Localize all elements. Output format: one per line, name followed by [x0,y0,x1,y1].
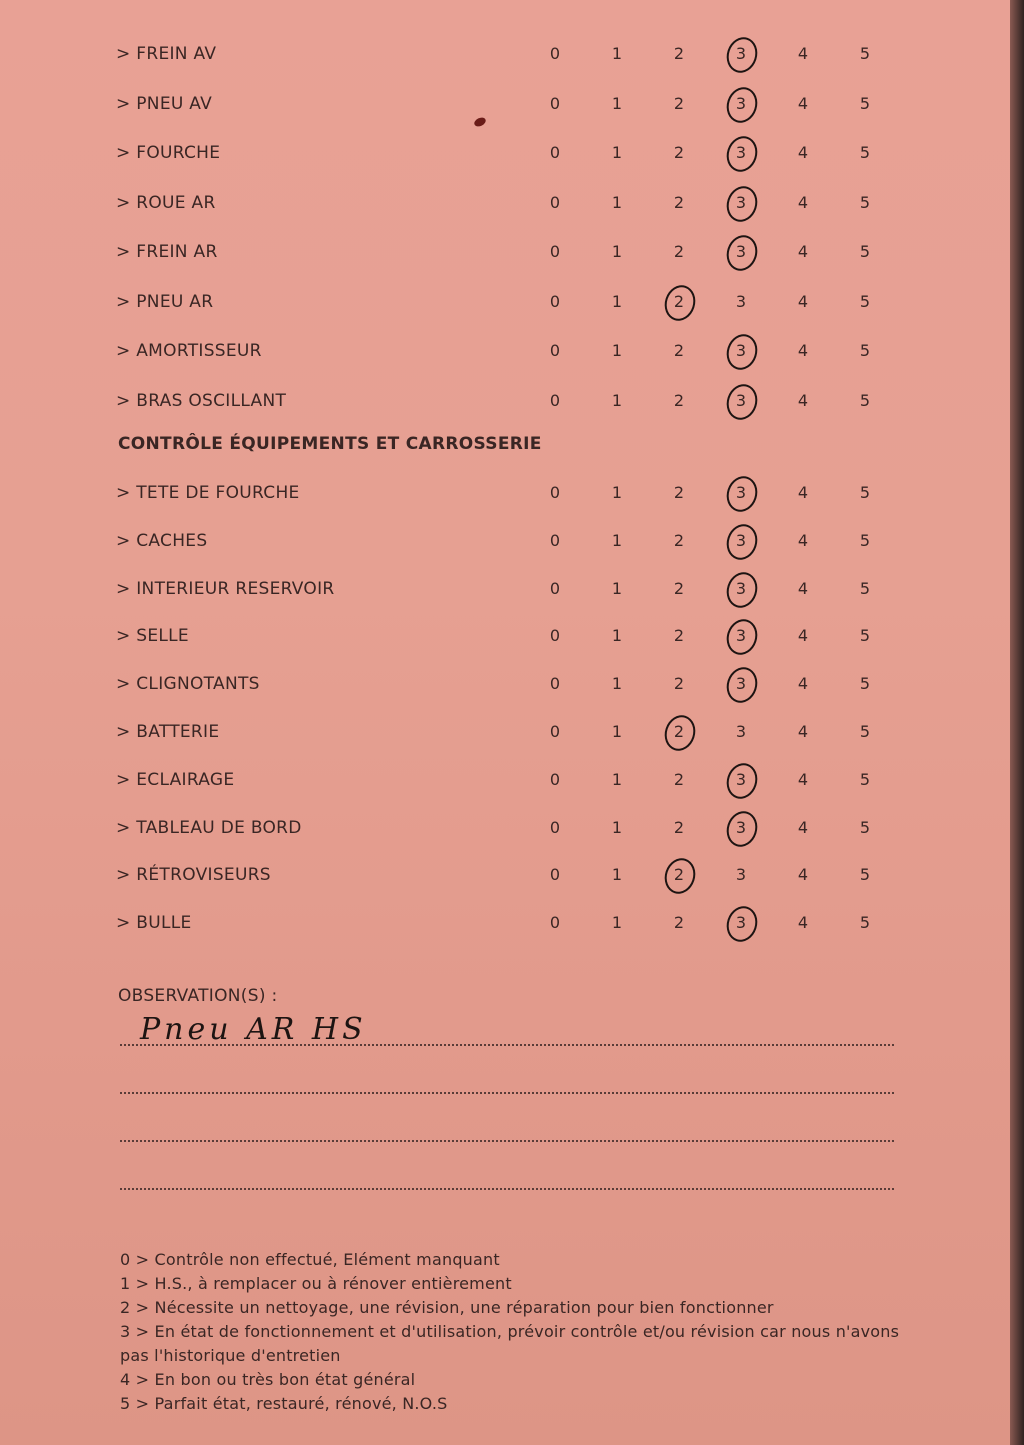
checklist-row [0,816,1012,856]
observation-line-1 [120,1044,894,1046]
observation-line-4 [120,1188,894,1190]
checklist-row [0,240,1012,280]
score-selected: 2 [664,290,694,314]
score-option: 5 [859,44,871,63]
score-option: 1 [611,865,623,885]
score-option: 1 [611,578,623,598]
score-option: 5 [859,390,871,410]
checklist-row [0,863,1012,903]
score-option: 1 [611,483,623,502]
score-option: 0 [549,192,561,212]
checklist-item-label: > FREIN AV [116,44,217,64]
score-option: 5 [859,769,871,789]
score-option: 5 [859,143,871,162]
score-option: 5 [859,93,871,113]
legend-item-5: 5 > Parfait état, restauré, rénové, N.O.S [120,1394,448,1413]
score-option: 2 [673,530,685,550]
score-option: 1 [611,722,623,741]
score-selected: 3 [726,624,756,648]
score-option: 5 [859,817,871,837]
score-selected: 3 [726,816,756,840]
score-option: 4 [797,530,809,550]
score-selected: 3 [726,911,756,935]
checklist-row [0,481,1012,521]
score-option: 0 [549,722,561,741]
score-option: 4 [797,674,809,694]
score-option: 4 [797,93,809,113]
score-option: 0 [549,93,561,113]
score-option: 4 [797,626,809,646]
checklist-item-label: > BATTERIE [116,722,220,742]
observation-line-2 [120,1092,894,1094]
score-option: 4 [797,483,809,502]
score-option: 5 [859,722,871,741]
table-surface [1010,0,1024,1445]
score-selected: 3 [726,339,756,363]
score-option: 4 [797,143,809,162]
score-option: 2 [673,817,685,837]
score-option: 1 [611,817,623,837]
checklist-row [0,911,1012,951]
observation-handwritten: Pneu AR HS [140,1012,367,1047]
score-option: 2 [673,483,685,502]
score-option: 1 [611,242,623,261]
checklist-row [0,529,1012,569]
score-option: 5 [859,674,871,694]
checklist-row [0,720,1012,760]
score-option: 2 [673,341,685,360]
score-option: 2 [673,769,685,789]
score-option: 4 [797,913,809,933]
checklist-item-label: > AMORTISSEUR [116,341,262,361]
score-option: 2 [673,242,685,261]
score-option: 1 [611,44,623,63]
checklist-row [0,672,1012,712]
score-option: 0 [549,530,561,550]
checklist-item-label: > SELLE [116,626,189,647]
checklist-row [0,624,1012,664]
score-option: 4 [797,390,809,410]
score-option: 0 [549,674,561,694]
score-option: 5 [859,626,871,646]
checklist-item-label: > BRAS OSCILLANT [116,390,287,411]
checklist-item-label: > INTERIEUR RESERVOIR [116,578,335,599]
score-option: 4 [797,865,809,885]
score-option: 1 [611,674,623,694]
rating-legend [120,1248,905,1416]
checklist-item-label: > PNEU AR [116,291,214,312]
score-option: 5 [859,865,871,885]
score-option: 5 [859,291,871,311]
score-option: 0 [549,865,561,885]
score-option: 0 [549,242,561,261]
score-option: 5 [859,341,871,360]
score-selected: 3 [726,768,756,792]
checklist-item-label: > ROUE AR [116,192,216,213]
score-option: 0 [549,817,561,837]
score-option: 1 [611,530,623,550]
score-option: 4 [797,242,809,261]
checklist-item-label: > CACHES [116,530,208,551]
section-title: CONTRÔLE ÉQUIPEMENTS ET CARROSSERIE [118,434,542,454]
score-option: 0 [549,913,561,933]
score-option: 4 [797,44,809,63]
score-option: 4 [797,291,809,311]
score-selected: 2 [664,863,694,887]
score-option: 2 [673,143,685,162]
score-option: 0 [549,769,561,789]
score-option: 0 [549,44,561,63]
score-option: 4 [797,341,809,360]
score-option: 2 [673,93,685,113]
score-option: 1 [611,192,623,212]
score-selected: 3 [726,191,756,215]
score-selected: 3 [726,42,756,66]
score-option: 1 [611,913,623,933]
score-option: 4 [797,578,809,598]
checklist-item-label: > TABLEAU DE BORD [116,817,302,838]
score-selected: 3 [726,141,756,165]
score-option: 2 [673,913,685,933]
score-selected: 3 [726,529,756,553]
score-option: 0 [549,143,561,162]
checklist-item-label: > RÉTROVISEURS [116,865,271,886]
checklist-item-label: > PNEU AV [116,93,213,114]
score-option: 0 [549,390,561,410]
checklist-item-label: > FREIN AR [116,242,218,262]
checklist-item-label: > ECLAIRAGE [116,769,235,790]
score-option: 5 [859,483,871,502]
score-selected: 3 [726,92,756,116]
legend-item-1: 1 > H.S., à remplacer ou à rénover entièrement [120,1274,512,1293]
score-option: 2 [673,626,685,646]
score-option: 5 [859,242,871,261]
checklist-row [0,339,1012,379]
score-option: 3 [735,865,747,885]
score-option: 4 [797,769,809,789]
score-selected: 3 [726,389,756,413]
checklist-row [0,191,1012,231]
checklist-row [0,389,1012,429]
score-option: 1 [611,93,623,113]
checklist-row [0,42,1012,82]
legend-item-4: 4 > En bon ou très bon état général [120,1370,416,1389]
score-option: 0 [549,578,561,598]
score-selected: 3 [726,577,756,601]
observation-line-3 [120,1140,894,1142]
legend-item-2: 2 > Nécessite un nettoyage, une révision, une réparation pour bien fonctionner [120,1298,774,1317]
checklist-item-label: > TETE DE FOURCHE [116,483,300,503]
score-option: 2 [673,578,685,598]
score-selected: 3 [726,481,756,505]
score-option: 5 [859,192,871,212]
legend-item-0: 0 > Contrôle non effectué, Elément manquant [120,1250,500,1269]
score-option: 2 [673,674,685,694]
score-option: 4 [797,817,809,837]
legend-item-3: 3 > En état de fonctionnement et d'utilisation, prévoir contrôle et/ou révision car nous n'avons pas l'historique d'entretien [120,1322,905,1365]
score-selected: 3 [726,240,756,264]
checklist-item-label: > FOURCHE [116,143,221,163]
checklist-row [0,290,1012,330]
checklist-row [0,577,1012,617]
score-option: 5 [859,578,871,598]
score-option: 4 [797,722,809,741]
observations-label: OBSERVATION(S) : [118,986,278,1006]
score-option: 0 [549,341,561,360]
score-option: 1 [611,390,623,410]
checklist-item-label: > CLIGNOTANTS [116,674,260,695]
checklist-row [0,141,1012,181]
score-option: 3 [735,291,747,311]
score-option: 0 [549,626,561,646]
score-option: 2 [673,390,685,410]
score-option: 5 [859,530,871,550]
score-option: 4 [797,192,809,212]
score-option: 1 [611,143,623,162]
score-option: 0 [549,291,561,311]
checklist-row [0,768,1012,808]
score-option: 1 [611,769,623,789]
checklist-item-label: > BULLE [116,913,192,934]
score-option: 5 [859,913,871,933]
score-option: 2 [673,44,685,63]
score-option: 3 [735,722,747,741]
score-selected: 3 [726,672,756,696]
score-option: 1 [611,626,623,646]
score-selected: 2 [664,720,694,744]
score-option: 1 [611,291,623,311]
score-option: 2 [673,192,685,212]
checklist-row [0,92,1012,132]
score-option: 1 [611,341,623,360]
score-option: 0 [549,483,561,502]
